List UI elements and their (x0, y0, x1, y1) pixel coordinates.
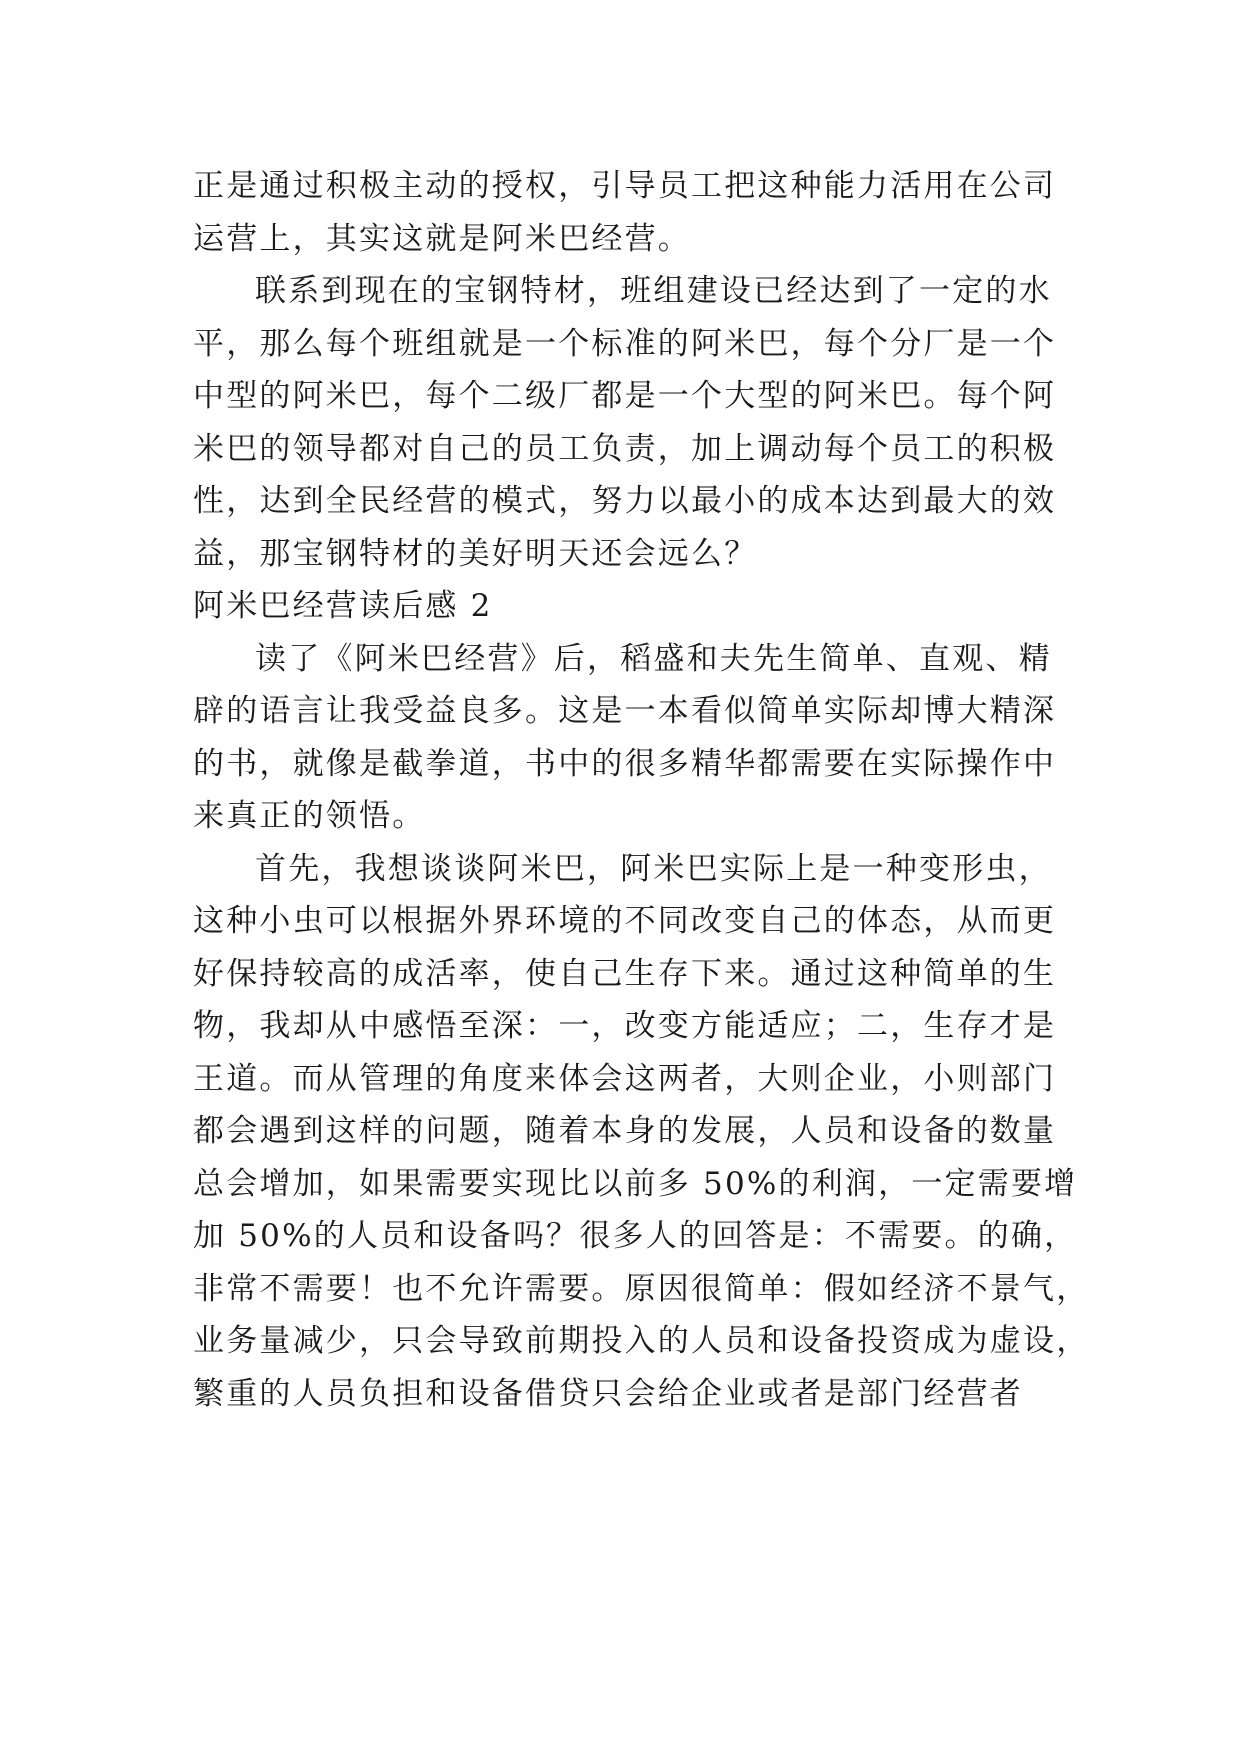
text-line: 正是通过积极主动的授权，引导员工把这种能力活用在公司 (193, 168, 1057, 204)
text-line: 益，那宝钢特材的美好明天还会远么？ (193, 535, 758, 572)
text-line: 加 50%的人员和设备吗？很多人的回答是：不需要。的确， (193, 1218, 1078, 1254)
text-line: 物，我却从中感悟至深：一，改变方能适应；二，生存才是 (193, 1008, 1057, 1044)
text-line: 非常不需要！也不允许需要。原因很简单：假如经济不景气， (193, 1270, 1090, 1307)
text-line: 米巴的领导都对自己的员工负责，加上调动每个员工的积极 (193, 430, 1057, 467)
text-line: 平，那么每个班组就是一个标准的阿米巴，每个分厂是一个 (193, 325, 1057, 362)
text-line: 总会增加，如果需要实现比以前多 50%的利润，一定需要增 (193, 1165, 1078, 1202)
text-line: 辟的语言让我受益良多。这是一本看似简单实际却博大精深 (193, 693, 1057, 729)
text-line: 都会遇到这样的问题，随着本身的发展，人员和设备的数量 (193, 1113, 1057, 1149)
text-line: 读了《阿米巴经营》后，稻盛和夫先生简单、直观、精 (255, 640, 1052, 677)
paragraph-2 (193, 265, 1057, 580)
text-line: 首先，我想谈谈阿米巴，阿米巴实际上是一种变形虫， (255, 850, 1052, 887)
text-line: 运营上，其实这就是阿米巴经营。 (193, 220, 691, 257)
text-line: 繁重的人员负担和设备借贷只会给企业或者是部门经营者 (193, 1375, 1023, 1412)
text-line: 来真正的领悟。 (193, 798, 426, 834)
document-body (193, 160, 1090, 1420)
paragraph-4 (193, 843, 1090, 1421)
text-line: 好保持较高的成活率，使自己生存下来。通过这种简单的生 (193, 955, 1057, 992)
section-heading: 阿米巴经营读后感 2 (193, 588, 493, 624)
text-line: 这种小虫可以根据外界环境的不同改变自己的体态，从而更 (193, 903, 1057, 939)
paragraph-3 (193, 633, 1057, 843)
text-line: 的书，就像是截拳道，书中的很多精华都需要在实际操作中 (193, 745, 1057, 782)
text-line: 王道。而从管理的角度来体会这两者，大则企业，小则部门 (193, 1060, 1057, 1097)
text-line: 中型的阿米巴，每个二级厂都是一个大型的阿米巴。每个阿 (193, 378, 1057, 414)
text-line: 联系到现在的宝钢特材，班组建设已经达到了一定的水 (255, 273, 1052, 309)
text-line: 性，达到全民经营的模式，努力以最小的成本达到最大的效 (193, 483, 1057, 519)
text-line: 业务量减少，只会导致前期投入的人员和设备投资成为虚设， (193, 1323, 1090, 1359)
paragraph-1 (193, 160, 1057, 265)
